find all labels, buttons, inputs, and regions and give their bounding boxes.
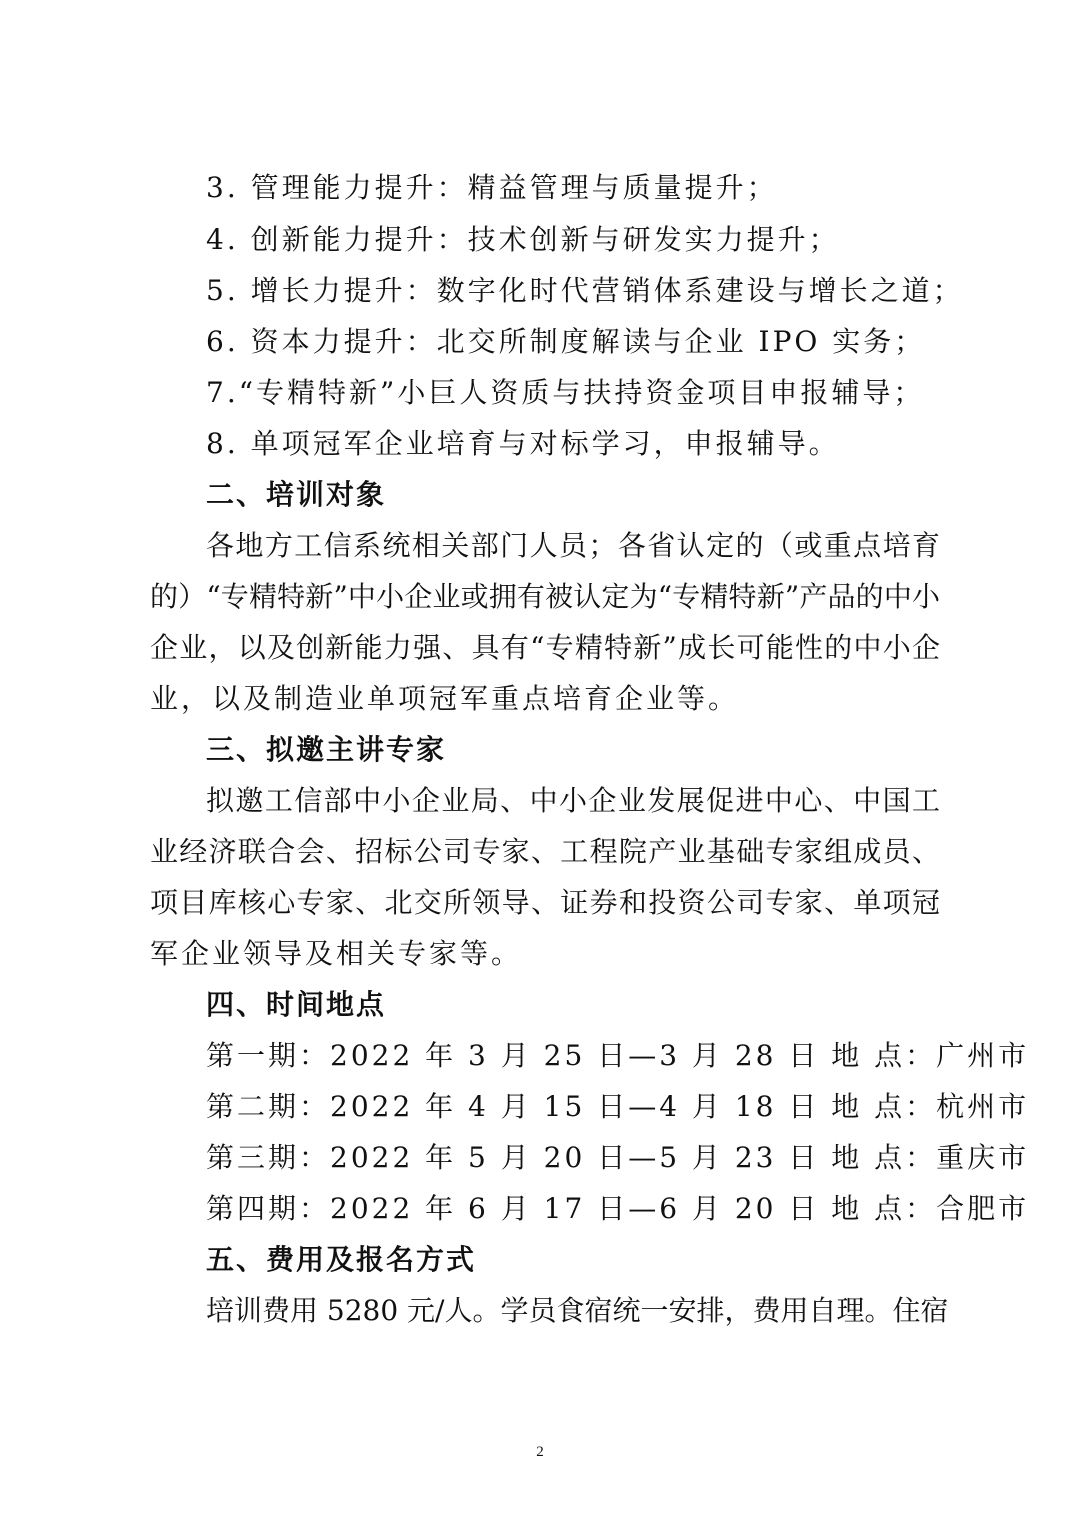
paragraph-line: 业，以及制造业单项冠军重点培育企业等。	[150, 682, 740, 715]
paragraph-line: 项目库核心专家、北交所领导、证券和投资公司专家、单项冠	[150, 886, 940, 919]
session-line: 第一期：2022 年 3 月 25 日—3 月 28 日 地 点：广州市	[206, 1039, 1030, 1072]
paragraph-line: 拟邀工信部中小企业局、中小企业发展促进中心、中国工	[206, 784, 940, 817]
paragraph-line: 培训费用 5280 元/人。学员食宿统一安排，费用自理。住宿	[206, 1294, 949, 1327]
paragraph-line: 军企业领导及相关专家等。	[150, 937, 523, 970]
paragraph-line: 各地方工信系统相关部门人员；各省认定的（或重点培育	[206, 529, 940, 562]
page-number: 2	[536, 1444, 544, 1460]
list-item: 3. 管理能力提升：精益管理与质量提升；	[206, 171, 778, 204]
list-item: 4. 创新能力提升：技术创新与研发实力提升；	[206, 223, 840, 256]
session-line: 第三期：2022 年 5 月 20 日—5 月 23 日 地 点：重庆市	[206, 1141, 1030, 1174]
paragraph-line: 业经济联合会、招标公司专家、工程院产业基础专家组成员、	[150, 835, 940, 868]
paragraph-line: 的）“专精特新”中小企业或拥有被认定为“专精特新”产品的中小	[150, 580, 940, 613]
section-heading-time-place: 四、时间地点	[206, 988, 387, 1021]
list-item: 6. 资本力提升：北交所制度解读与企业 IPO 实务；	[206, 325, 926, 358]
session-line: 第四期：2022 年 6 月 17 日—6 月 20 日 地 点：合肥市	[206, 1192, 1030, 1225]
section-heading-fees: 五、费用及报名方式	[206, 1243, 477, 1276]
session-line: 第二期：2022 年 4 月 15 日—4 月 18 日 地 点：杭州市	[206, 1090, 1030, 1123]
list-item: 5. 增长力提升：数字化时代营销体系建设与增长之道；	[206, 274, 964, 307]
section-heading-trainees: 二、培训对象	[206, 478, 387, 511]
list-item: 8. 单项冠军企业培育与对标学习，申报辅导。	[206, 427, 840, 460]
paragraph-line: 企业，以及创新能力强、具有“专精特新”成长可能性的中小企	[150, 631, 940, 664]
section-heading-speakers: 三、拟邀主讲专家	[206, 733, 447, 766]
list-item: 7.“专精特新”小巨人资质与扶持资金项目申报辅导；	[206, 376, 925, 409]
